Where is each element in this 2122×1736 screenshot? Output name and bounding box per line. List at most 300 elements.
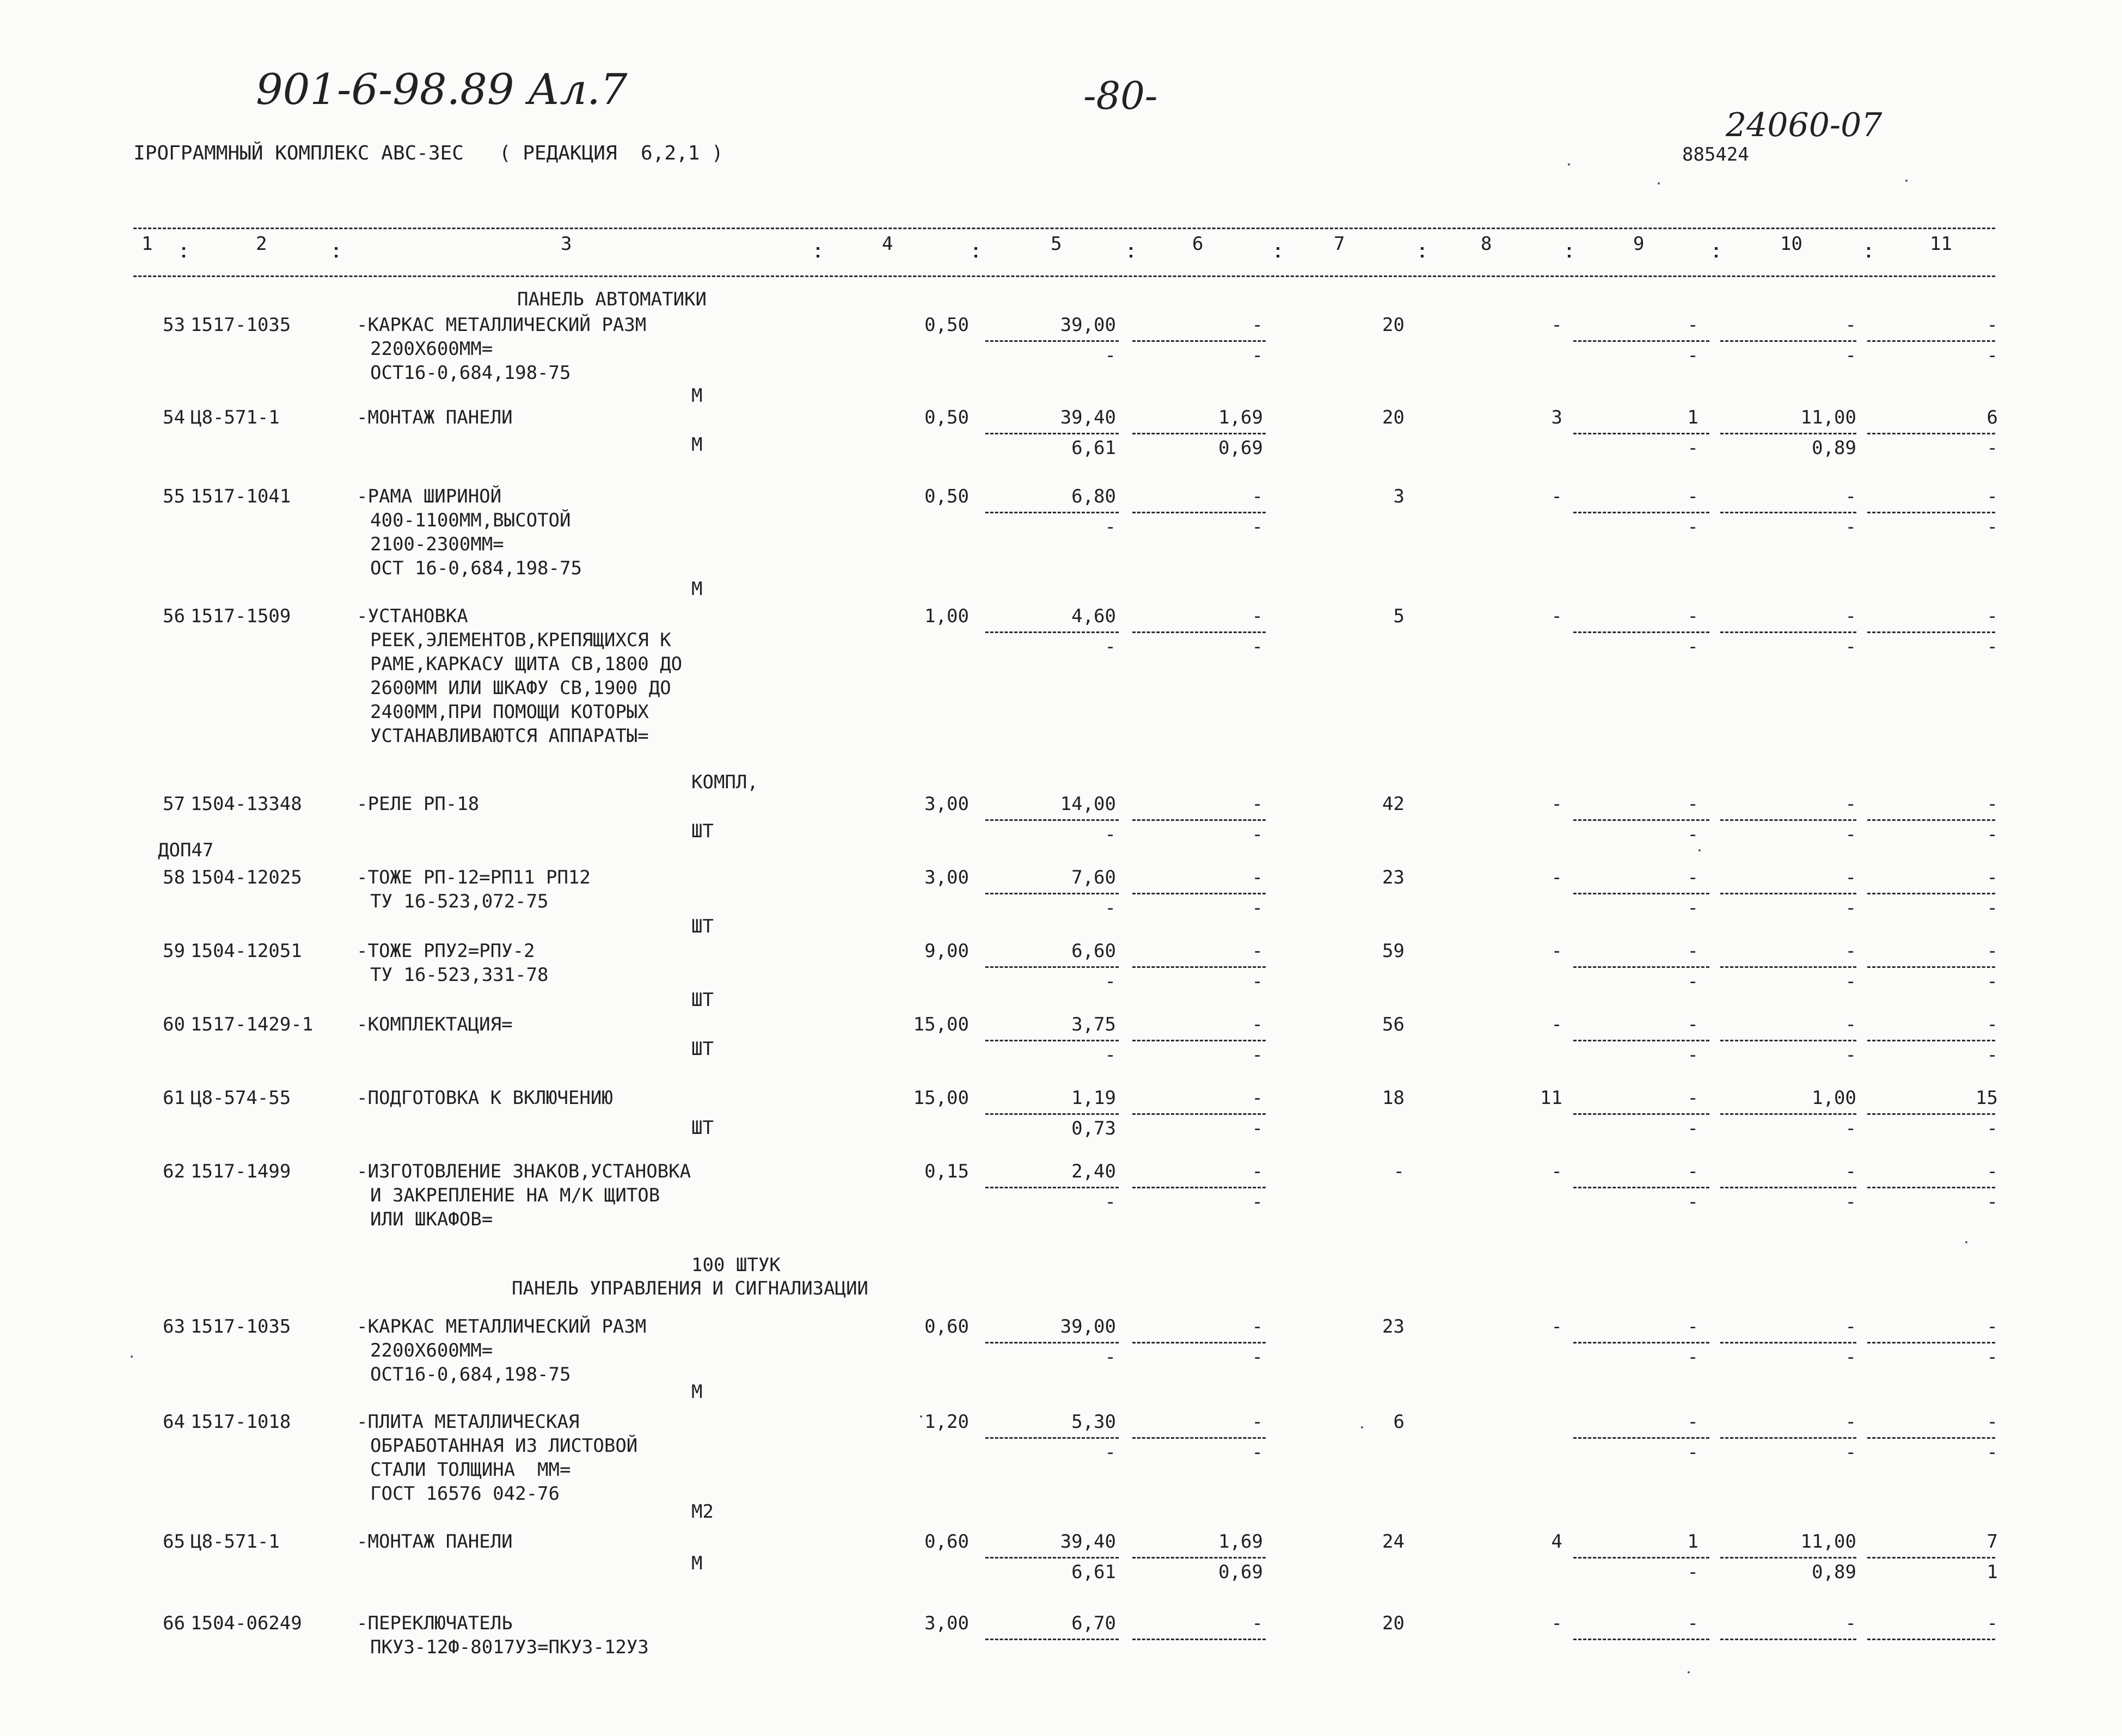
col8-value: - xyxy=(1551,1014,1562,1035)
row-unit: ШТ xyxy=(691,1117,714,1139)
col9-value: - xyxy=(1687,314,1698,336)
row-description-line: 2400ММ,ПРИ ПОМОЩИ КОТОРЫХ xyxy=(370,701,649,723)
col5-underline xyxy=(985,1437,1119,1439)
col9-underline xyxy=(1573,512,1709,513)
col7-value: 56 xyxy=(1382,1014,1405,1035)
row-number: 53 xyxy=(163,314,185,336)
col10-subvalue: - xyxy=(1845,824,1856,845)
col11-subvalue: - xyxy=(1986,636,1998,658)
col6-underline xyxy=(1132,340,1266,342)
col11-value: - xyxy=(1986,1014,1998,1035)
col10-underline xyxy=(1720,893,1856,894)
col4-value: 1,00 xyxy=(924,605,969,627)
col8-value: - xyxy=(1551,314,1562,336)
row-description-line: ГОСТ 16576 042-76 xyxy=(370,1483,560,1505)
col11-underline xyxy=(1867,966,1995,968)
col5-subvalue: - xyxy=(1105,971,1116,992)
col4-value: 0,15 xyxy=(924,1161,969,1182)
col10-value: 11,00 xyxy=(1800,1531,1856,1553)
col11-subvalue: - xyxy=(1986,1044,1998,1066)
row-unit: М xyxy=(691,1381,703,1403)
col8-value: - xyxy=(1551,1316,1562,1338)
col4-value: 9,00 xyxy=(924,940,969,962)
col8-value: 11 xyxy=(1540,1087,1562,1109)
row-unit: ШТ xyxy=(691,1038,714,1060)
row-description-line: -ПЕРЕКЛЮЧАТЕЛЬ xyxy=(357,1612,513,1634)
col6-underline xyxy=(1132,1040,1266,1041)
col10-subvalue: - xyxy=(1845,971,1856,992)
col10-value: - xyxy=(1845,486,1856,507)
col6-subvalue: - xyxy=(1252,897,1263,919)
row-description-line: РАМЕ,КАРКАСУ ЩИТА СВ,1800 ДО xyxy=(370,653,683,675)
row-number: 56 xyxy=(163,605,185,627)
col9-subvalue: - xyxy=(1687,897,1698,919)
program-header: ІРОГРАММНЫЙ КОМПЛЕКС АВС-3ЕС ( РЕДАКЦИЯ 6,2,1 ) xyxy=(133,142,723,164)
col11-value: - xyxy=(1986,1612,1998,1634)
col10-subvalue: - xyxy=(1845,516,1856,538)
col6-subvalue: - xyxy=(1252,824,1263,845)
col9-value: 1 xyxy=(1687,1531,1698,1553)
col-header-6: 6 xyxy=(1192,233,1204,255)
row-description-line: -ТОЖЕ РП-12=РП11 РП12 xyxy=(357,867,591,888)
col9-underline xyxy=(1573,340,1709,342)
col5-underline xyxy=(985,819,1119,821)
col11-underline xyxy=(1867,433,1995,434)
row-description-line: -МОНТАЖ ПАНЕЛИ xyxy=(357,407,513,428)
col10-subvalue: - xyxy=(1845,1044,1856,1066)
col6-underline xyxy=(1132,1187,1266,1188)
col9-underline xyxy=(1573,1437,1709,1439)
col6-subvalue: - xyxy=(1252,1346,1263,1368)
col11-underline xyxy=(1867,1040,1995,1041)
col5-value: 1,19 xyxy=(1071,1087,1116,1109)
col11-subvalue: - xyxy=(1986,824,1998,845)
row-unit: М xyxy=(691,1553,703,1574)
col9-value: 1 xyxy=(1687,407,1698,428)
col11-value: 6 xyxy=(1986,407,1998,428)
row-description-line: -РАМА ШИРИНОЙ xyxy=(357,486,502,507)
col11-subvalue: - xyxy=(1986,1441,1998,1463)
col9-subvalue: - xyxy=(1687,971,1698,992)
col10-underline xyxy=(1720,631,1856,633)
doc-number: 885424 xyxy=(1682,144,1749,165)
col6-value: - xyxy=(1252,793,1263,815)
col11-value: - xyxy=(1986,940,1998,962)
row-code: Ц8-574-55 xyxy=(191,1087,291,1109)
row-description-line: -ТОЖЕ РПУ2=РПУ-2 xyxy=(357,940,535,962)
col10-underline xyxy=(1720,1437,1856,1439)
col-header-4: 4 xyxy=(882,233,893,255)
col-header-7: 7 xyxy=(1334,233,1345,255)
col6-value: - xyxy=(1252,940,1263,962)
col5-underline xyxy=(985,631,1119,633)
col6-underline xyxy=(1132,1342,1266,1344)
col6-subvalue: - xyxy=(1252,345,1263,366)
col9-value: - xyxy=(1687,1014,1698,1035)
col11-underline xyxy=(1867,1639,1995,1640)
col8-value: 4 xyxy=(1551,1531,1562,1553)
col6-subvalue: - xyxy=(1252,971,1263,992)
col5-value: 6,60 xyxy=(1071,940,1116,962)
col7-value: 20 xyxy=(1382,1612,1405,1634)
col9-subvalue: - xyxy=(1687,1044,1698,1066)
col6-underline xyxy=(1132,1639,1266,1640)
col7-value: 6 xyxy=(1393,1411,1405,1433)
col9-value: - xyxy=(1687,1161,1698,1182)
col10-underline xyxy=(1720,1639,1856,1640)
row-unit: ШТ xyxy=(691,820,714,842)
col9-underline xyxy=(1573,819,1709,821)
col7-value: 42 xyxy=(1382,793,1405,815)
row-description-line: ОСТ16-0,684,198-75 xyxy=(370,1364,571,1385)
row-description-line: ОСТ 16-0,684,198-75 xyxy=(370,557,582,579)
col9-value: - xyxy=(1687,1612,1698,1634)
row-description-line: УСТАНАВЛИВАЮТСЯ АППАРАТЫ= xyxy=(370,725,649,747)
col7-value: 24 xyxy=(1382,1531,1405,1553)
col10-underline xyxy=(1720,966,1856,968)
col5-value: 7,60 xyxy=(1071,867,1116,888)
col6-subvalue: 0,69 xyxy=(1218,1561,1263,1583)
col9-underline xyxy=(1573,1113,1709,1115)
col5-subvalue: 6,61 xyxy=(1071,1561,1116,1583)
col10-value: - xyxy=(1845,1014,1856,1035)
col5-underline xyxy=(985,340,1119,342)
col5-value: 39,40 xyxy=(1060,407,1116,428)
col5-value: 5,30 xyxy=(1071,1411,1116,1433)
row-code: 1504-13348 xyxy=(191,793,302,815)
col5-value: 4,60 xyxy=(1071,605,1116,627)
col8-value: - xyxy=(1551,605,1562,627)
col6-subvalue: - xyxy=(1252,1441,1263,1463)
handwritten-sheet-code: 24060-07 xyxy=(1726,106,1882,144)
row-description-line: -МОНТАЖ ПАНЕЛИ xyxy=(357,1531,513,1553)
col10-value: 1,00 xyxy=(1812,1087,1856,1109)
col4-value: 3,00 xyxy=(924,793,969,815)
col6-value: - xyxy=(1252,1014,1263,1035)
col6-value: - xyxy=(1252,1161,1263,1182)
col11-value: - xyxy=(1986,486,1998,507)
col9-value: - xyxy=(1687,486,1698,507)
col5-value: 39,00 xyxy=(1060,1316,1116,1338)
handwritten-doc-code: 901-6-98.89 Ал.7 xyxy=(256,65,628,114)
col4-value: 15,00 xyxy=(913,1014,969,1035)
col11-underline xyxy=(1867,893,1995,894)
col6-subvalue: - xyxy=(1252,1191,1263,1213)
col-header-8: 8 xyxy=(1481,233,1492,255)
col10-value: - xyxy=(1845,793,1856,815)
col11-subvalue: - xyxy=(1986,516,1998,538)
row-unit: М xyxy=(691,385,703,407)
col5-subvalue: - xyxy=(1105,516,1116,538)
col6-subvalue: - xyxy=(1252,636,1263,658)
col7-value: 23 xyxy=(1382,1316,1405,1338)
col6-underline xyxy=(1132,893,1266,894)
col11-value: - xyxy=(1986,1316,1998,1338)
row-description-line: -КАРКАС МЕТАЛЛИЧЕСКИЙ РАЗМ xyxy=(357,314,647,336)
col10-value: - xyxy=(1845,1316,1856,1338)
col5-underline xyxy=(985,1639,1119,1640)
col6-underline xyxy=(1132,512,1266,513)
col9-subvalue: - xyxy=(1687,516,1698,538)
col5-subvalue: 6,61 xyxy=(1071,437,1116,459)
col9-subvalue: - xyxy=(1687,636,1698,658)
row-number: 61 xyxy=(163,1087,185,1109)
col6-value: 1,69 xyxy=(1218,407,1263,428)
col6-underline xyxy=(1132,819,1266,821)
col11-value: 7 xyxy=(1986,1531,1998,1553)
col10-value: - xyxy=(1845,1411,1856,1433)
col11-value: - xyxy=(1986,314,1998,336)
row-number: 60 xyxy=(163,1014,185,1035)
row-unit: М xyxy=(691,434,703,456)
row-unit: М xyxy=(691,578,703,600)
row-unit: ШТ xyxy=(691,916,714,937)
col9-value: - xyxy=(1687,1316,1698,1338)
col11-underline xyxy=(1867,1187,1995,1188)
col10-underline xyxy=(1720,340,1856,342)
col7-value: 20 xyxy=(1382,407,1405,428)
col9-subvalue: - xyxy=(1687,824,1698,845)
row-description-line: ОСТ16-0,684,198-75 xyxy=(370,362,571,384)
row-number: 58 xyxy=(163,867,185,888)
col10-subvalue: 0,89 xyxy=(1812,1561,1856,1583)
col8-value: 3 xyxy=(1551,407,1562,428)
row-number: 66 xyxy=(163,1612,185,1634)
col6-underline xyxy=(1132,1437,1266,1439)
col11-underline xyxy=(1867,1342,1995,1344)
col6-subvalue: - xyxy=(1252,516,1263,538)
row-description-line: 2600ММ ИЛИ ШКАФУ СВ,1900 ДО xyxy=(370,677,671,699)
section-qty-100: 100 ШТУК xyxy=(691,1254,781,1276)
col7-value: 18 xyxy=(1382,1087,1405,1109)
col11-underline xyxy=(1867,631,1995,633)
row-number: 64 xyxy=(163,1411,185,1433)
col5-subvalue: 0,73 xyxy=(1071,1118,1116,1139)
row-number: 63 xyxy=(163,1316,185,1338)
section-title-control-panel: ПАНЕЛЬ УПРАВЛЕНИЯ И СИГНАЛИЗАЦИИ xyxy=(512,1278,869,1299)
col5-subvalue: - xyxy=(1105,1044,1116,1066)
col9-subvalue: - xyxy=(1687,437,1698,459)
col8-value: - xyxy=(1551,867,1562,888)
col10-subvalue: - xyxy=(1845,345,1856,366)
handwritten-page-number: -80- xyxy=(1083,73,1158,118)
col9-underline xyxy=(1573,1639,1709,1640)
col5-underline xyxy=(985,966,1119,968)
row-description-line: 2200Х600ММ= xyxy=(370,338,493,360)
col6-underline xyxy=(1132,433,1266,434)
col5-subvalue: - xyxy=(1105,1441,1116,1463)
col6-underline xyxy=(1132,966,1266,968)
col10-underline xyxy=(1720,1557,1856,1559)
col9-subvalue: - xyxy=(1687,1118,1698,1139)
col-header-3: 3 xyxy=(561,233,572,255)
col10-underline xyxy=(1720,1113,1856,1115)
col9-subvalue: - xyxy=(1687,1441,1698,1463)
col11-subvalue: - xyxy=(1986,437,1998,459)
col10-underline xyxy=(1720,433,1856,434)
col8-value: - xyxy=(1551,1161,1562,1182)
col11-value: - xyxy=(1986,793,1998,815)
row-code: Ц8-571-1 xyxy=(191,1531,280,1553)
col11-subvalue: - xyxy=(1986,1118,1998,1139)
col5-underline xyxy=(985,1557,1119,1559)
col9-value: - xyxy=(1687,867,1698,888)
row-code: 1517-1041 xyxy=(191,486,291,507)
col11-underline xyxy=(1867,1557,1995,1559)
row-code: Ц8-571-1 xyxy=(191,407,280,428)
col7-value: 5 xyxy=(1393,605,1405,627)
row-number: 57 xyxy=(163,793,185,815)
col5-value: 6,80 xyxy=(1071,486,1116,507)
col10-subvalue: - xyxy=(1845,1346,1856,1368)
col11-underline xyxy=(1867,1437,1995,1439)
col10-subvalue: 0,89 xyxy=(1812,437,1856,459)
col9-underline xyxy=(1573,1187,1709,1188)
col-header-5: 5 xyxy=(1051,233,1062,255)
col4-value: 0,50 xyxy=(924,314,969,336)
col10-subvalue: - xyxy=(1845,636,1856,658)
row-code: 1504-12025 xyxy=(191,867,302,888)
col11-subvalue: - xyxy=(1986,345,1998,366)
col5-subvalue: - xyxy=(1105,345,1116,366)
col-header-10: 10 xyxy=(1780,233,1802,255)
row-number: 54 xyxy=(163,407,185,428)
col5-underline xyxy=(985,1040,1119,1041)
col10-underline xyxy=(1720,1342,1856,1344)
col7-value: 20 xyxy=(1382,314,1405,336)
col10-underline xyxy=(1720,819,1856,821)
col4-value: 0,60 xyxy=(924,1316,969,1338)
col-header-2: 2 xyxy=(256,233,267,255)
col4-value: 0,50 xyxy=(924,486,969,507)
col6-value: 1,69 xyxy=(1218,1531,1263,1553)
col11-value: - xyxy=(1986,1411,1998,1433)
row-unit: М2 xyxy=(691,1501,714,1523)
col4-value: 3,00 xyxy=(924,867,969,888)
row-description-line: 2100-2300ММ= xyxy=(370,533,504,555)
col5-subvalue: - xyxy=(1105,636,1116,658)
col10-value: - xyxy=(1845,867,1856,888)
col11-subvalue: - xyxy=(1986,1346,1998,1368)
col5-value: 6,70 xyxy=(1071,1612,1116,1634)
col7-value: 59 xyxy=(1382,940,1405,962)
row-code: 1517-1499 xyxy=(191,1161,291,1182)
row-description-line: РЕЕК,ЭЛЕМЕНТОВ,КРЕПЯЩИХСЯ К xyxy=(370,629,671,651)
row-description-line: -КАРКАС МЕТАЛЛИЧЕСКИЙ РАЗМ xyxy=(357,1316,647,1338)
col5-value: 39,40 xyxy=(1060,1531,1116,1553)
dop-note: ДОП47 xyxy=(158,839,214,861)
section-title-automation-panel: ПАНЕЛЬ АВТОМАТИКИ xyxy=(517,289,707,310)
col10-subvalue: - xyxy=(1845,1191,1856,1213)
col9-underline xyxy=(1573,1040,1709,1041)
col11-underline xyxy=(1867,340,1995,342)
col10-value: 11,00 xyxy=(1800,407,1856,428)
row-code: 1517-1429-1 xyxy=(191,1014,314,1035)
col5-subvalue: - xyxy=(1105,897,1116,919)
col4-value: 3,00 xyxy=(924,1612,969,1634)
col5-value: 39,00 xyxy=(1060,314,1116,336)
col11-subvalue: - xyxy=(1986,971,1998,992)
col5-subvalue: - xyxy=(1105,1346,1116,1368)
col9-subvalue: - xyxy=(1687,1561,1698,1583)
col5-subvalue: - xyxy=(1105,824,1116,845)
col10-value: - xyxy=(1845,605,1856,627)
col9-value: - xyxy=(1687,940,1698,962)
row-number: 59 xyxy=(163,940,185,962)
col7-value: 23 xyxy=(1382,867,1405,888)
col9-subvalue: - xyxy=(1687,345,1698,366)
col4-value: 0,50 xyxy=(924,407,969,428)
col8-value: - xyxy=(1551,940,1562,962)
col5-underline xyxy=(985,512,1119,513)
col10-value: - xyxy=(1845,1161,1856,1182)
col-header-1: 1 xyxy=(142,233,153,255)
col9-value: - xyxy=(1687,1087,1698,1109)
row-code: 1517-1035 xyxy=(191,314,291,336)
row-number: 62 xyxy=(163,1161,185,1182)
col5-underline xyxy=(985,893,1119,894)
row-description-line: -РЕЛЕ РП-18 xyxy=(357,793,480,815)
row-code: 1504-06249 xyxy=(191,1612,302,1634)
row-code: 1504-12051 xyxy=(191,940,302,962)
col11-subvalue: - xyxy=(1986,1191,1998,1213)
col6-value: - xyxy=(1252,1087,1263,1109)
col6-value: - xyxy=(1252,314,1263,336)
col-header-9: 9 xyxy=(1633,233,1645,255)
col9-underline xyxy=(1573,966,1709,968)
rule-top xyxy=(133,228,1995,229)
col5-value: 14,00 xyxy=(1060,793,1116,815)
col6-value: - xyxy=(1252,1411,1263,1433)
col10-value: - xyxy=(1845,940,1856,962)
row-code: 1517-1018 xyxy=(191,1411,291,1433)
col6-value: - xyxy=(1252,486,1263,507)
row-number: 55 xyxy=(163,486,185,507)
col10-underline xyxy=(1720,1040,1856,1041)
col5-underline xyxy=(985,1342,1119,1344)
col9-underline xyxy=(1573,631,1709,633)
row-number: 65 xyxy=(163,1531,185,1553)
col6-subvalue: 0,69 xyxy=(1218,437,1263,459)
row-description-line: И ЗАКРЕПЛЕНИЕ НА М/К ЩИТОВ xyxy=(370,1185,660,1206)
col10-subvalue: - xyxy=(1845,1118,1856,1139)
col9-underline xyxy=(1573,1342,1709,1344)
row-description-line: -ИЗГОТОВЛЕНИЕ ЗНАКОВ,УСТАНОВКА xyxy=(357,1161,691,1182)
row-description-line: ОБРАБОТАННАЯ ИЗ ЛИСТОВОЙ xyxy=(370,1435,638,1457)
col9-underline xyxy=(1573,1557,1709,1559)
col11-underline xyxy=(1867,512,1995,513)
row-description-line: -КОМПЛЕКТАЦИЯ= xyxy=(357,1014,513,1035)
col-header-11: 11 xyxy=(1930,233,1952,255)
row-description-line: ПКУ3-12Ф-8017У3=ПКУ3-12У3 xyxy=(370,1636,649,1658)
row-unit: КОМПЛ, xyxy=(691,771,758,793)
col9-value: - xyxy=(1687,793,1698,815)
col9-value: - xyxy=(1687,605,1698,627)
row-description-line: -ПЛИТА МЕТАЛЛИЧЕСКАЯ xyxy=(357,1411,580,1433)
col10-subvalue: - xyxy=(1845,897,1856,919)
col11-subvalue: - xyxy=(1986,897,1998,919)
col5-underline xyxy=(985,1187,1119,1188)
row-code: 1517-1509 xyxy=(191,605,291,627)
row-description-line: -УСТАНОВКА xyxy=(357,605,468,627)
row-description-line: ИЛИ ШКАФОВ= xyxy=(370,1209,493,1230)
col6-underline xyxy=(1132,1113,1266,1115)
col5-underline xyxy=(985,1113,1119,1115)
col6-value: - xyxy=(1252,867,1263,888)
row-description-line: ТУ 16-523,072-75 xyxy=(370,891,549,912)
col5-subvalue: - xyxy=(1105,1191,1116,1213)
row-description-line: -ПОДГОТОВКА К ВКЛЮЧЕНИЮ xyxy=(357,1087,613,1109)
